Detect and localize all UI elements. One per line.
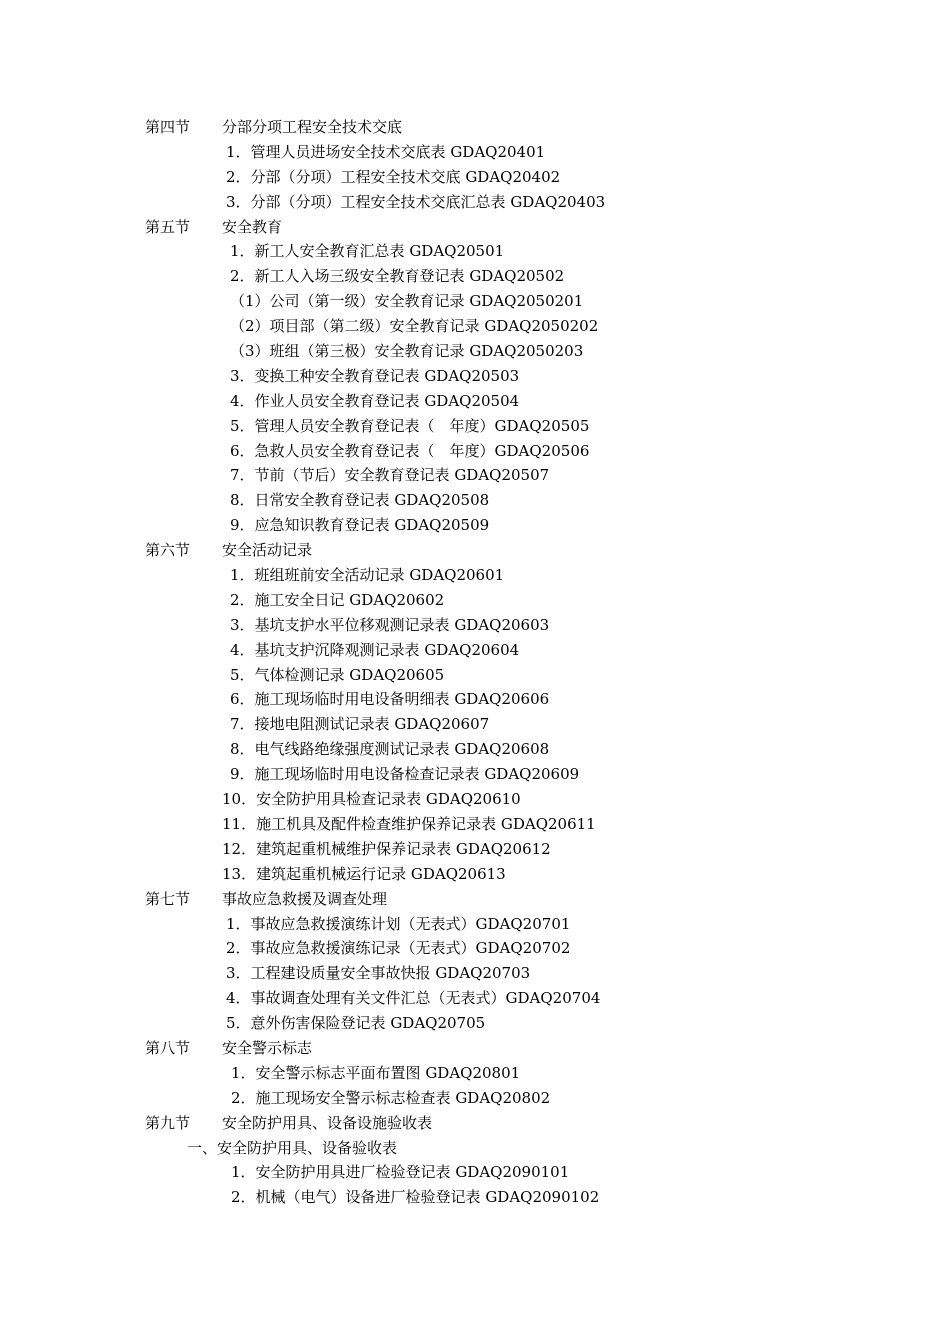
list-item-text: 2．机械（电气）设备进厂检验登记表 GDAQ2090102 bbox=[231, 1188, 600, 1207]
list-item-text: 1．事故应急救援演练计划（无表式）GDAQ20701 bbox=[226, 914, 571, 933]
list-item bbox=[0, 264, 950, 289]
list-item-text: （1）公司（第一级）安全教育记录 GDAQ2050201 bbox=[230, 292, 584, 311]
list-item-text: 4．事故调查处理有关文件汇总（无表式）GDAQ20704 bbox=[226, 989, 601, 1008]
list-item bbox=[0, 1061, 950, 1086]
list-item bbox=[0, 936, 950, 961]
list-item bbox=[0, 712, 950, 737]
section-heading bbox=[0, 1111, 950, 1136]
list-item-text: 1．安全防护用具进厂检验登记表 GDAQ2090101 bbox=[231, 1163, 570, 1182]
section-heading bbox=[0, 215, 950, 240]
list-item-text: 3．变换工种安全教育登记表 GDAQ20503 bbox=[230, 366, 520, 385]
list-item bbox=[0, 1011, 950, 1036]
list-item-text: 5．意外伤害保险登记表 GDAQ20705 bbox=[226, 1014, 486, 1033]
list-item bbox=[0, 165, 950, 190]
section-number: 第九节 bbox=[145, 1113, 191, 1132]
section-number: 第五节 bbox=[145, 217, 191, 236]
list-item bbox=[0, 314, 950, 339]
list-item bbox=[0, 389, 950, 414]
list-item-text: 2．分部（分项）工程安全技术交底 GDAQ20402 bbox=[226, 167, 561, 186]
list-item bbox=[0, 140, 950, 165]
section-number: 第六节 bbox=[145, 541, 191, 560]
section-title: 分部分项工程安全技术交底 bbox=[222, 118, 403, 136]
list-item bbox=[0, 961, 950, 986]
list-item bbox=[0, 289, 950, 314]
list-item-text: 3．分部（分项）工程安全技术交底汇总表 GDAQ20403 bbox=[226, 192, 606, 211]
list-item-text: 5．管理人员安全教育登记表（ 年度）GDAQ20505 bbox=[230, 416, 590, 435]
list-item bbox=[0, 837, 950, 862]
list-item bbox=[0, 588, 950, 613]
list-item-text: 1．管理人员进场安全技术交底表 GDAQ20401 bbox=[226, 142, 546, 161]
list-item-text: 2．新工人入场三级安全教育登记表 GDAQ20502 bbox=[230, 267, 565, 286]
list-item bbox=[0, 986, 950, 1011]
list-item bbox=[0, 687, 950, 712]
list-item-text: 12．建筑起重机械维护保养记录表 GDAQ20612 bbox=[222, 839, 551, 858]
list-item-text: 8．电气线路绝缘强度测试记录表 GDAQ20608 bbox=[230, 740, 550, 759]
list-item-text: 1．新工人安全教育汇总表 GDAQ20501 bbox=[230, 242, 505, 261]
list-item-text: 9．施工现场临时用电设备检查记录表 GDAQ20609 bbox=[230, 765, 580, 784]
list-item-text: 3．基坑支护水平位移观测记录表 GDAQ20603 bbox=[230, 615, 550, 634]
list-item bbox=[0, 613, 950, 638]
list-item bbox=[0, 1185, 950, 1210]
section-number: 第四节 bbox=[145, 118, 191, 136]
list-item-text: 2．事故应急救援演练记录（无表式）GDAQ20702 bbox=[226, 939, 571, 958]
section-title: 安全警示标志 bbox=[222, 1038, 313, 1057]
section-title: 事故应急救援及调查处理 bbox=[222, 889, 388, 908]
list-item bbox=[0, 1160, 950, 1185]
list-item-text: 4．基坑支护沉降观测记录表 GDAQ20604 bbox=[230, 640, 520, 659]
subsection-title: 一、安全防护用具、设备验收表 bbox=[187, 1138, 398, 1157]
list-item bbox=[0, 488, 950, 513]
list-item bbox=[0, 463, 950, 488]
section-title: 安全防护用具、设备设施验收表 bbox=[222, 1113, 433, 1132]
list-item bbox=[0, 912, 950, 937]
list-item-text: 2．施工安全日记 GDAQ20602 bbox=[230, 590, 445, 609]
list-item bbox=[0, 1086, 950, 1111]
section-heading bbox=[0, 887, 950, 912]
list-item-text: 7．接地电阻测试记录表 GDAQ20607 bbox=[230, 715, 490, 734]
list-item bbox=[0, 762, 950, 787]
subsection-heading bbox=[0, 1136, 950, 1161]
list-item-text: 5．气体检测记录 GDAQ20605 bbox=[230, 665, 445, 684]
list-item bbox=[0, 737, 950, 762]
section-number: 第八节 bbox=[145, 1038, 191, 1057]
list-item-text: 11．施工机具及配件检查维护保养记录表 GDAQ20611 bbox=[222, 814, 596, 833]
list-item-text: 6．施工现场临时用电设备明细表 GDAQ20606 bbox=[230, 690, 550, 709]
list-item bbox=[0, 414, 950, 439]
list-item-text: 8．日常安全教育登记表 GDAQ20508 bbox=[230, 491, 490, 510]
list-item bbox=[0, 364, 950, 389]
list-item-text: 7．节前（节后）安全教育登记表 GDAQ20507 bbox=[230, 466, 550, 485]
list-item-text: 9．应急知识教育登记表 GDAQ20509 bbox=[230, 516, 490, 535]
section-title: 安全活动记录 bbox=[222, 541, 313, 560]
list-item bbox=[0, 239, 950, 264]
section-number: 第七节 bbox=[145, 889, 191, 908]
section-heading bbox=[0, 115, 950, 140]
list-item-text: 3．工程建设质量安全事故快报 GDAQ20703 bbox=[226, 964, 531, 983]
list-item-text: 1．班组班前安全活动记录 GDAQ20601 bbox=[230, 566, 505, 585]
list-item bbox=[0, 862, 950, 887]
list-item bbox=[0, 563, 950, 588]
list-item-text: 13．建筑起重机械运行记录 GDAQ20613 bbox=[222, 864, 506, 883]
list-item bbox=[0, 638, 950, 663]
list-item bbox=[0, 190, 950, 215]
section-title: 安全教育 bbox=[222, 217, 283, 236]
list-item-text: 2．施工现场安全警示标志检查表 GDAQ20802 bbox=[231, 1088, 551, 1107]
list-item-text: （2）项目部（第二级）安全教育记录 GDAQ2050202 bbox=[230, 317, 599, 336]
section-heading bbox=[0, 1036, 950, 1061]
list-item-text: （3）班组（第三极）安全教育记录 GDAQ2050203 bbox=[230, 342, 584, 361]
list-item-text: 1．安全警示标志平面布置图 GDAQ20801 bbox=[231, 1063, 521, 1082]
list-item-text: 10．安全防护用具检查记录表 GDAQ20610 bbox=[222, 790, 521, 809]
list-item bbox=[0, 812, 950, 837]
list-item bbox=[0, 787, 950, 812]
list-item bbox=[0, 439, 950, 464]
list-item bbox=[0, 339, 950, 364]
list-item bbox=[0, 513, 950, 538]
list-item bbox=[0, 663, 950, 688]
section-heading bbox=[0, 538, 950, 563]
list-item-text: 4．作业人员安全教育登记表 GDAQ20504 bbox=[230, 391, 520, 410]
table-of-contents bbox=[0, 115, 950, 1210]
list-item-text: 6．急救人员安全教育登记表（ 年度）GDAQ20506 bbox=[230, 441, 590, 460]
